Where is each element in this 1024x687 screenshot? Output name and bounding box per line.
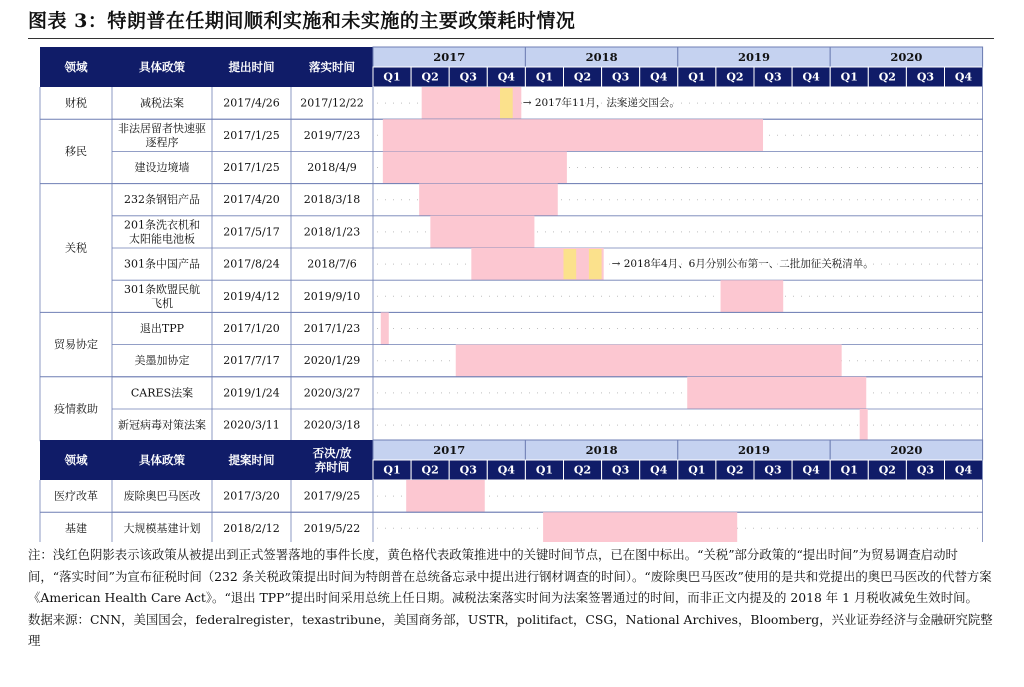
policy-name: 逐程序 [145,135,179,149]
quarter-label: Q2 [726,70,744,84]
domain-label: 关税 [65,241,87,255]
milestone-annotation: → 2018年4月、6月分别公布第一、二批加征关税清单。 [611,258,874,271]
quarter-label: Q3 [916,70,935,84]
quarter-label: Q1 [840,70,858,84]
start-date: 2017/7/17 [223,354,280,368]
quarter-label: Q3 [612,463,630,477]
quarter-label: Q2 [421,70,439,84]
policy-span-bar [860,409,868,441]
domain-label: 疫情救助 [54,402,98,416]
column-header: 落实时间 [309,60,355,74]
policy-name: 废除奥巴马医改 [123,489,201,503]
year-header: 2018 [585,443,618,457]
start-date: 2017/4/20 [223,193,280,207]
policy-span-bar [430,216,534,248]
start-date: 2017/5/17 [223,225,280,239]
end-date: 2017/9/25 [303,489,361,503]
end-date: 2018/4/9 [307,161,357,174]
quarter-label: Q4 [954,70,973,84]
column-header: 提案时间 [228,453,275,467]
year-header: 2020 [890,50,923,64]
policy-name: 201条洗衣机和 [124,218,200,232]
end-date: 2018/7/6 [307,257,357,271]
year-header: 2017 [433,50,466,64]
data-source: 数据来源：CNN，美国国会，federalregister，texastribune，美国商务部，USTR，politifact，CSG，National Archives，Bloomberg，兴业证券经济与金融研究院整理 [28,611,993,648]
column-header: 否决/放 [312,446,352,460]
quarter-label: Q4 [650,463,668,477]
policy-name: 减税法案 [140,96,184,110]
policy-span-bar [381,312,389,344]
quarter-label: Q1 [535,70,554,84]
column-header: 弃时间 [314,460,350,474]
policy-span-bar [419,184,558,216]
quarter-label: Q2 [726,463,744,477]
policy-span-bar [383,151,567,183]
column-header: 提出时间 [228,60,275,74]
quarter-label: Q1 [688,70,706,84]
year-header: 2017 [433,443,466,457]
policy-name: 大规模基建计划 [123,521,201,535]
milestone-cell [500,88,513,118]
domain-label: 基建 [65,521,87,535]
column-header: 领域 [64,60,88,74]
start-date: 2019/4/12 [223,289,280,303]
end-date: 2019/5/22 [303,521,361,535]
start-date: 2017/1/25 [223,128,280,142]
quarter-label: Q3 [764,70,782,84]
end-date: 2017/12/22 [300,96,364,110]
quarter-label: Q1 [688,463,706,477]
domain-label: 医疗改革 [54,489,98,503]
quarter-label: Q2 [573,463,592,477]
quarter-label: Q2 [573,70,592,84]
policy-span-bar [687,377,866,409]
policy-name: 新冠病毒对策法案 [118,418,206,432]
end-date: 2018/1/23 [303,225,361,239]
milestone-cell [589,249,602,279]
quarter-label: Q3 [916,463,935,477]
domain-label: 移民 [65,144,87,158]
policy-name: 232条钢铝产品 [124,193,200,207]
quarter-label: Q4 [497,463,515,477]
start-date: 2017/4/26 [223,96,280,110]
policy-name: 太阳能电池板 [129,232,195,246]
year-header: 2019 [737,50,771,64]
end-date: 2020/3/18 [303,418,361,432]
quarter-label: Q1 [383,463,401,477]
page-title: 图表 3：特朗普在任期间顺利实施和未实施的主要政策耗时情况 [28,10,576,32]
milestone-annotation: → 2017年11月，法案递交国会。 [522,97,680,110]
year-header: 2019 [737,443,771,457]
end-date: 2017/1/23 [303,322,361,335]
policy-name: 301条中国产品 [124,257,200,271]
column-header: 具体政策 [139,60,185,74]
end-date: 2018/3/18 [303,193,361,207]
policy-span-bar [471,248,603,280]
policy-span-bar [456,345,842,377]
policy-name: 非法居留者快速驱 [118,121,206,135]
policy-name: 建设边境墙 [134,161,190,174]
policy-name: 美墨加协定 [134,354,190,368]
policy-span-bar [721,280,784,312]
policy-name: 301条欧盟民航 [124,282,200,296]
end-date: 2019/7/23 [303,128,361,142]
quarter-label: Q4 [954,463,973,477]
policy-name: CARES法案 [130,386,194,400]
quarter-label: Q2 [878,70,896,84]
column-header: 具体政策 [139,453,185,467]
quarter-label: Q4 [497,70,515,84]
end-date: 2020/1/29 [303,354,361,368]
policy-name: 飞机 [151,296,173,310]
start-date: 2017/3/20 [223,489,280,503]
quarter-label: Q2 [878,463,896,477]
quarter-label: Q2 [421,463,439,477]
quarter-label: Q1 [535,463,554,477]
policy-span-bar [406,480,485,512]
end-date: 2020/3/27 [303,386,361,400]
policy-span-bar [543,512,737,542]
start-date: 2020/3/11 [223,418,280,432]
quarter-label: Q3 [612,70,630,84]
end-date: 2019/9/10 [303,289,361,303]
start-date: 2017/1/25 [223,161,280,174]
start-date: 2019/1/24 [223,386,280,400]
year-header: 2020 [890,443,923,457]
domain-label: 贸易协定 [54,338,98,352]
quarter-label: Q4 [802,463,820,477]
policy-span-bar [383,119,763,151]
quarter-label: Q3 [459,463,477,477]
quarter-label: Q4 [802,70,820,84]
year-header: 2018 [585,50,618,64]
quarter-label: Q1 [383,70,401,84]
quarter-label: Q3 [459,70,477,84]
policy-name: 退出TPP [139,322,185,335]
note-block [28,544,996,652]
domain-label: 财税 [65,96,87,110]
column-header: 领域 [64,453,88,467]
quarter-label: Q3 [764,463,782,477]
quarter-label: Q1 [840,463,858,477]
chart-note: 注：浅红色阴影表示该政策从被提出到正式签署落地的事件长度，黄色格代表政策推进中的关键时间节点，已在图中标出。“关税”部分政策的“提出时间”为贸易调查启动时间，“落实时间”为宣布征税时间（232 条关税政策提出时间为特朗普在总统备忘录中提出进行钢材调查的时间）。“废除奥巴马医改”使用的是共和党提出的奥巴马医改的代替方案《American Health Care Act》。“退出 TPP”提出时间采用总统上任日期。减税法案落实时间为法案签署通过的时间，而非正文内提及的 2018 年 1 月税收减免生效时间。 [28,547,992,605]
start-date: 2017/8/24 [223,257,280,271]
milestone-cell [564,249,577,279]
quarter-label: Q4 [650,70,668,84]
start-date: 2017/1/20 [223,322,280,335]
start-date: 2018/2/12 [223,521,280,535]
